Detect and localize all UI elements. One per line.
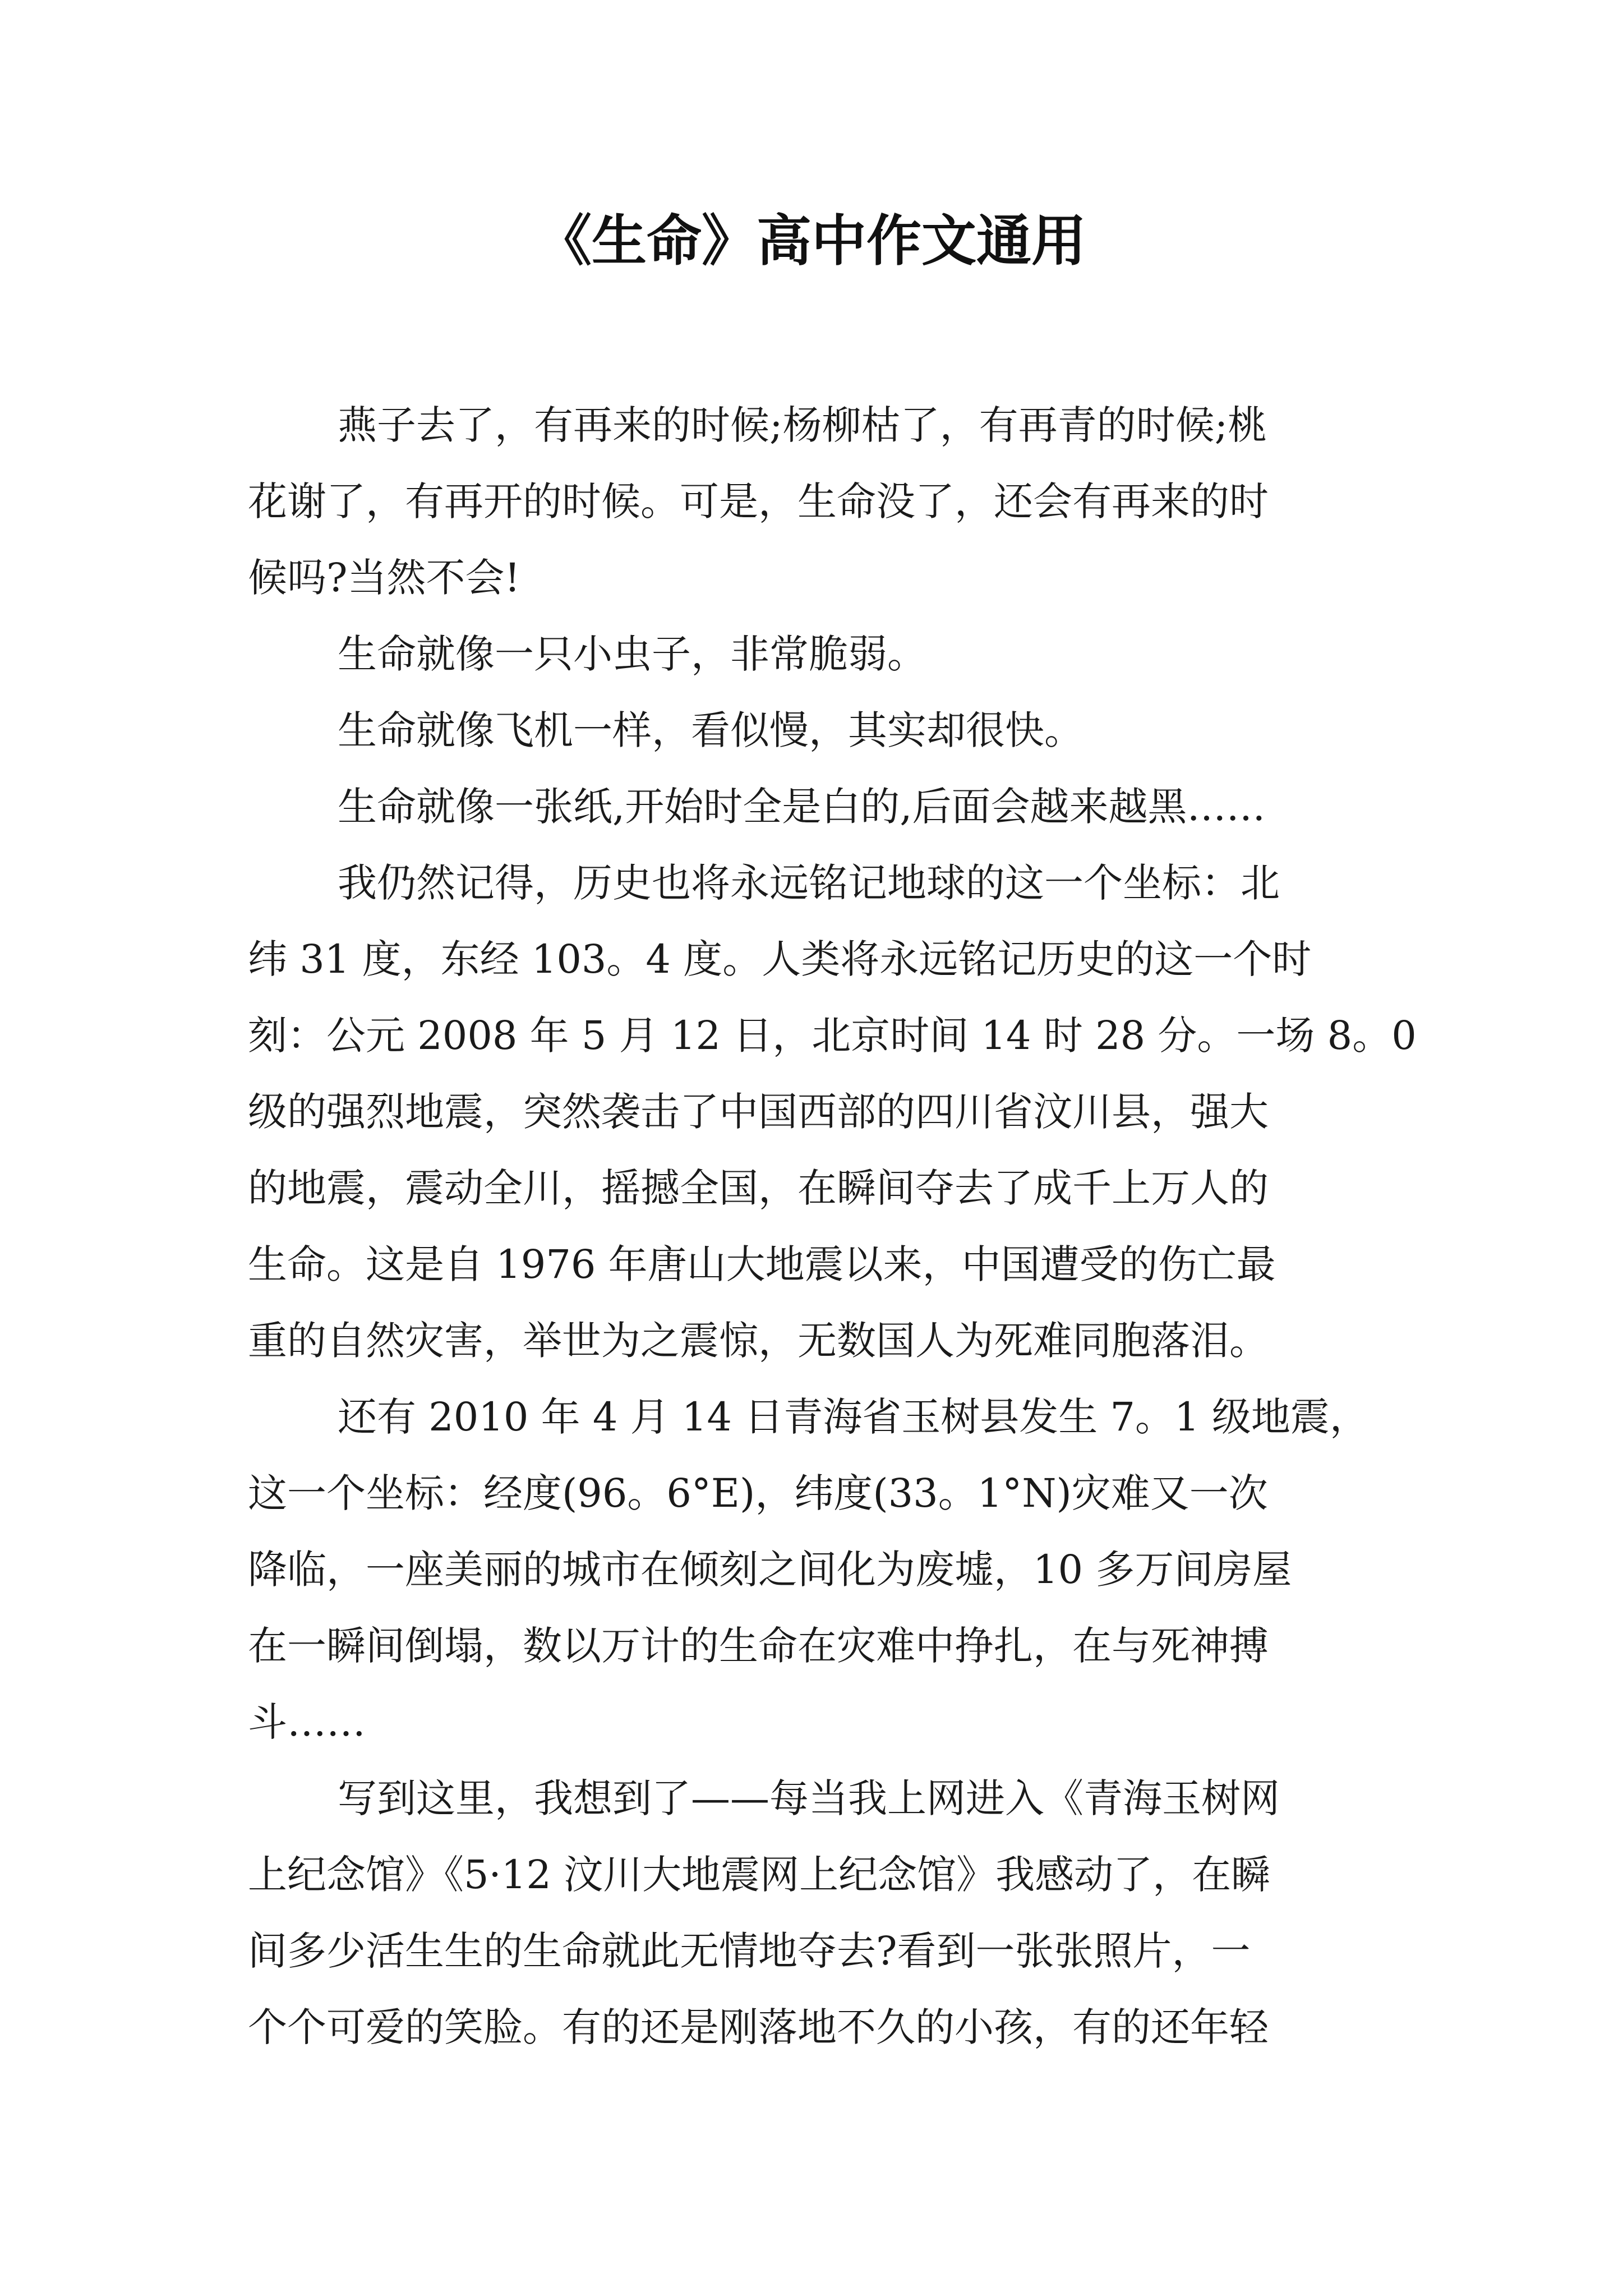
document-title: 《生命》高中作文通用 (536, 209, 1086, 273)
essay-line: 重的自然灾害，举世为之震惊，无数国人为死难同胞落泪。 (248, 1318, 1269, 1364)
essay-line: 燕子去了，有再来的时候;杨柳枯了，有再青的时候;桃 (338, 402, 1267, 448)
essay-line: 在一瞬间倒塌，数以万计的生命在灾难中挣扎，在与死神搏 (248, 1623, 1269, 1669)
essay-line: 写到这里，我想到了——每当我上网进入《青海玉树网 (338, 1775, 1280, 1821)
essay-line: 间多少活生生的生命就此无情地夺去?看到一张张照片，一 (248, 1928, 1251, 1974)
essay-line: 纬 31 度，东经 103。4 度。人类将永远铭记历史的这一个时 (248, 936, 1312, 982)
essay-body (248, 387, 1417, 2065)
essay-line: 个个可爱的笑脸。有的还是刚落地不久的小孩，有的还年轻 (248, 2004, 1269, 2050)
essay-line: 还有 2010 年 4 月 14 日青海省玉树县发生 7。1 级地震， (338, 1394, 1369, 1440)
essay-line: 上纪念馆》《5·12 汶川大地震网上纪念馆》我感动了，在瞬 (248, 1852, 1271, 1898)
essay-line: 我仍然记得，历史也将永远铭记地球的这一个坐标：北 (338, 860, 1280, 906)
essay-line: 生命。这是自 1976 年唐山大地震以来，中国遭受的伤亡最 (248, 1241, 1276, 1287)
essay-line: 生命就像一张纸,开始时全是白的,后面会越来越黑…… (338, 784, 1266, 830)
essay-line: 生命就像飞机一样，看似慢，其实却很快。 (338, 707, 1083, 753)
essay-line: 候吗?当然不会! (248, 555, 520, 601)
essay-line: 这一个坐标：经度(96。6°E)，纬度(33。1°N)灾难又一次 (248, 1470, 1268, 1516)
essay-line: 生命就像一只小虫子，非常脆弱。 (338, 631, 926, 677)
essay-line: 花谢了，有再开的时候。可是，生命没了，还会有再来的时 (248, 478, 1269, 524)
essay-line: 刻：公元 2008 年 5 月 12 日，北京时间 14 时 28 分。一场 8。0 (248, 1013, 1417, 1059)
essay-line: 斗…… (248, 1699, 366, 1745)
essay-line: 级的强烈地震，突然袭击了中国西部的四川省汶川县，强大 (248, 1089, 1269, 1135)
essay-line: 的地震，震动全川，摇撼全国，在瞬间夺去了成千上万人的 (248, 1165, 1269, 1211)
essay-line: 降临，一座美丽的城市在倾刻之间化为废墟，10 多万间房屋 (248, 1547, 1292, 1593)
